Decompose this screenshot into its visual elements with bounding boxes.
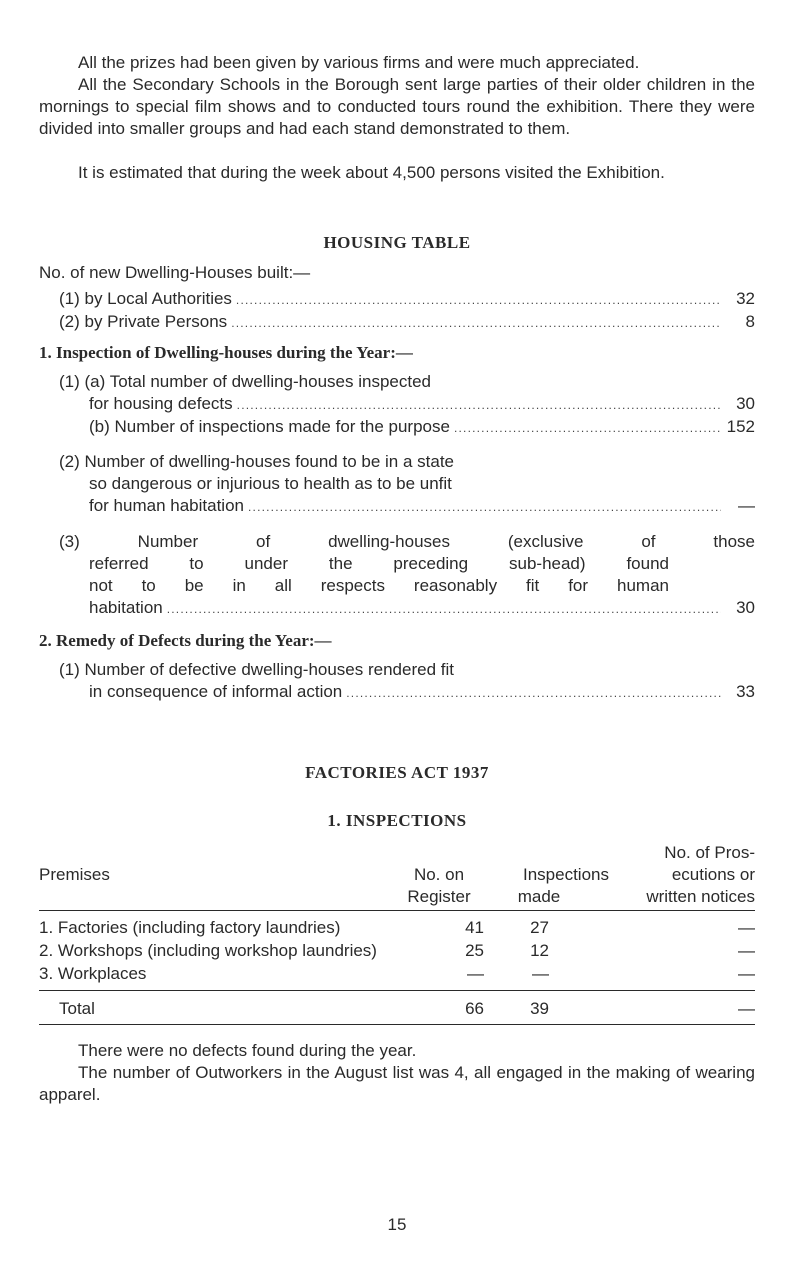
inspection-item-b-value: 152 [726, 417, 755, 436]
closing-paragraph-outworkers: The number of Outworkers in the August list was 4, all engaged in the making of wearing apparel. [39, 1063, 755, 1104]
built-row-local-authorities [59, 288, 755, 311]
closing-paragraph-defects: There were no defects found during the year. [78, 1041, 417, 1060]
intro-paragraph-schools: All the Secondary Schools in the Borough sent large parties of their older children in the mornings to special film shows and to conducted tours round the exhibition. There they were divided into smaller groups and had each stand demonstrated to them. [39, 75, 755, 138]
col-head-prosecutions-3: written notices [646, 887, 755, 906]
table-total-rule [39, 990, 755, 991]
leader-dots [237, 394, 721, 416]
built-row-private-persons [59, 311, 755, 334]
col-head-register-1: No. on [413, 865, 465, 884]
not-fit-item-line1: (3) Number of dwelling-houses (exclusive of those [59, 532, 755, 551]
not-fit-item-line3: not to be in all respects reasonably fit for human [89, 576, 669, 595]
inspection-item-a-line2: for housing defects [89, 394, 233, 413]
inspection-item-b-label: (b) Number of inspections made for the purpose [89, 417, 450, 436]
col-head-premises: Premises [39, 865, 110, 884]
inspection-item-a-line1: (1) (a) Total number of dwelling-houses inspected [59, 372, 431, 391]
housing-table-title: HOUSING TABLE [323, 233, 471, 252]
col-head-prosecutions-1: No. of Pros- [664, 843, 755, 862]
remedy-item-value: 33 [736, 682, 755, 701]
factories-act-title: FACTORIES ACT 1937 [305, 763, 489, 782]
col-head-inspections-1: Inspections [523, 865, 609, 884]
built-label: (2) by Private Persons [59, 312, 228, 331]
built-value: 8 [745, 312, 755, 331]
remedy-item-line2: in consequence of informal action [89, 682, 343, 701]
row-premises: 2. Workshops (including workshop laundries) [39, 941, 377, 960]
row-prosecutions: — [738, 918, 755, 937]
built-label: (1) by Local Authorities [59, 289, 232, 308]
leader-dots [248, 496, 721, 518]
row-register: 25 [465, 941, 484, 960]
row-prosecutions: — [738, 964, 755, 983]
table-header-rule [39, 910, 755, 911]
row-inspections: 27 [530, 918, 549, 937]
inspection-section-heading: 1. Inspection of Dwelling-houses during the Year:— [39, 343, 413, 362]
row-register: — [467, 964, 484, 983]
leader-dots [346, 682, 721, 704]
leader-dots [167, 598, 721, 620]
table-bottom-rule [39, 1024, 755, 1025]
col-head-inspections-2: made [517, 887, 561, 906]
row-premises: 3. Workplaces [39, 964, 147, 983]
new-dwellings-heading: No. of new Dwelling-Houses built:— [39, 263, 311, 282]
page-number: 15 [387, 1215, 407, 1234]
leader-dots [454, 417, 721, 439]
leader-dots [236, 289, 721, 311]
remedy-item-row [89, 681, 755, 704]
inspection-item-a-value: 30 [736, 394, 755, 413]
intro-paragraph-prizes: All the prizes had been given by various firms and were much appreciated. [78, 53, 640, 72]
row-inspections: — [532, 964, 549, 983]
row-register: 41 [465, 918, 484, 937]
col-head-prosecutions-2: ecutions or [671, 865, 755, 884]
unfit-item-line2: so dangerous or injurious to health as to be unfit [89, 474, 452, 493]
remedy-section-heading: 2. Remedy of Defects during the Year:— [39, 631, 332, 650]
intro-paragraph-visitors: It is estimated that during the week about 4,500 persons visited the Exhibition. [78, 163, 665, 182]
unfit-item-line3: for human habitation [89, 496, 244, 515]
total-prosecutions: — [738, 999, 755, 1018]
row-inspections: 12 [530, 941, 549, 960]
row-prosecutions: — [738, 941, 755, 960]
not-fit-item-line4: habitation [89, 598, 163, 617]
total-label: Total [59, 999, 95, 1018]
row-premises: 1. Factories (including factory laundries) [39, 918, 341, 937]
not-fit-item-value: 30 [736, 598, 755, 617]
inspection-item-a-row [89, 393, 755, 416]
col-head-register-2: Register [407, 887, 471, 906]
inspection-item-b-row [89, 416, 755, 439]
leader-dots [231, 312, 721, 334]
built-value: 32 [736, 289, 755, 308]
unfit-item-value: — [738, 496, 755, 515]
remedy-item-line1: (1) Number of defective dwelling-houses rendered fit [59, 660, 454, 679]
not-fit-item-line2: referred to under the preceding sub-head) found [89, 554, 669, 573]
total-register: 66 [465, 999, 484, 1018]
total-inspections: 39 [530, 999, 549, 1018]
inspections-subtitle: 1. INSPECTIONS [327, 811, 467, 830]
not-fit-item-row [89, 597, 755, 620]
unfit-item-row [89, 495, 755, 518]
unfit-item-line1: (2) Number of dwelling-houses found to be in a state [59, 452, 455, 471]
